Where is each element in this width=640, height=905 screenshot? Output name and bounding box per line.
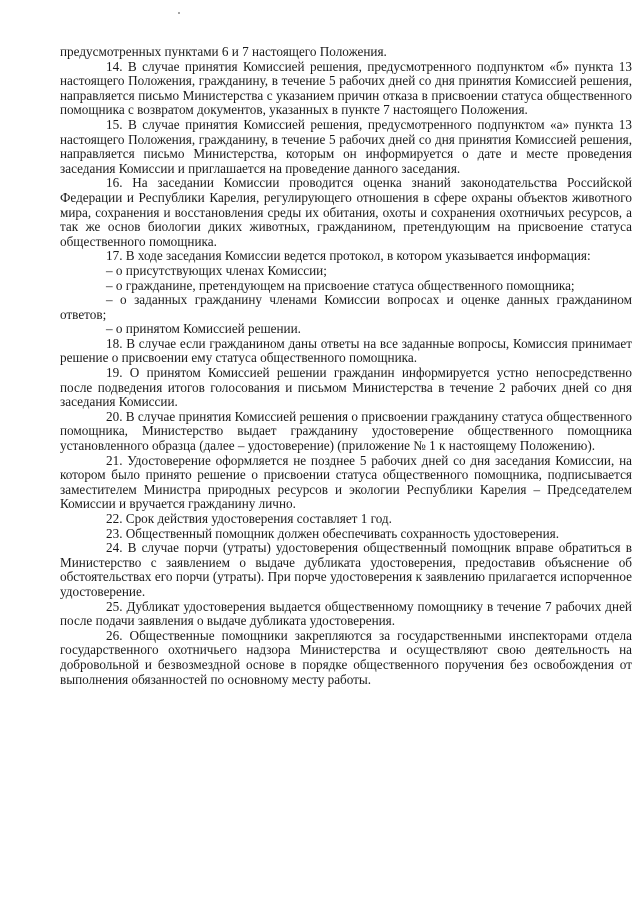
paragraph-14: 14. В случае принятия Комиссией решения, предусмотренного подпунктом «б» пункта 13 настоящего Положения, гражданину, в течение 5 рабочих дней со дня принятия Комиссией решения, направляется письмо Министерства с указанием причин отказа в присвоении статуса общественного помощника с возвратом документов, указанных в пункте 7 настоящего Положения.: [60, 58, 632, 118]
paragraph-23: 23. Общественный помощник должен обеспечивать сохранность удостоверения.: [106, 525, 560, 541]
paragraph-continuation: предусмотренных пунктами 6 и 7 настоящего Положения.: [60, 44, 387, 59]
list-item-citizen: – о гражданине, претендующем на присвоение статуса общественного помощника;: [106, 277, 575, 293]
list-item-questions: – о заданных гражданину членами Комиссии вопросах и оценке данных гражданином ответов;: [60, 292, 632, 322]
paragraph-26: 26. Общественные помощники закрепляются за государственными инспекторами отдела государственного охотничьего надзора Министерства и осуществляют свою деятельность на добровольной и безвозмездной основе в порядке общественного поручения без освобождения от выполнения обязанностей по основному месту работы.: [60, 627, 632, 687]
paragraph-25: 25. Дубликат удостоверения выдается общественному помощнику в течение 7 рабочих дней после подачи заявления о выдаче дубликата удостоверения.: [60, 598, 632, 629]
paragraph-21: 21. Удостоверение оформляется не позднее 5 рабочих дней со дня заседания Комиссии, на котором было принято решение о присвоении статуса общественного помощника, подписывается заместителем Министра природных ресурсов и экологии Республики Карелия – Председателем Комиссии и вручается гражданину лично.: [60, 452, 632, 512]
paragraph-19: 19. О принятом Комиссией решении гражданин информируется устно непосредственно после подведения итогов голосования и письмом Министерства в течение 2 рабочих дней со дня заседания Комиссии.: [60, 365, 632, 410]
paragraph-20: 20. В случае принятия Комиссией решения о присвоении гражданину статуса общественного помощника, Министерство выдает гражданину удостоверение общественного помощника установленного образца (далее – удостоверение) (приложение № 1 к настоящему Положению).: [60, 408, 632, 454]
paragraph-18: 18. В случае если гражданином даны ответы на все заданные вопросы, Комиссия принимает решение о присвоении ему статуса общественного помощника.: [60, 335, 632, 366]
paragraph-17: 17. В ходе заседания Комиссии ведется протокол, в котором указывается информация:: [106, 248, 591, 264]
document-body: [60, 45, 632, 687]
paragraph-15: 15. В случае принятия Комиссией решения, предусмотренного подпунктом «а» пункта 13 настоящего Положения, гражданину, в течение 5 рабочих дней со дня принятия Комиссией решения, направляется письмо Министерства, которым он информируется о дате и месте проведения заседания Комиссии и приглашается на проведение данного заседания.: [60, 116, 632, 176]
scan-speck: [178, 12, 180, 14]
list-item-members: – о присутствующих членах Комиссии;: [106, 262, 327, 278]
list-item-decision: – о принятом Комиссией решении.: [106, 321, 301, 337]
paragraph-22: 22. Срок действия удостоверения составляет 1 год.: [106, 511, 392, 526]
paragraph-16: 16. На заседании Комиссии проводится оценка знаний законодательства Российской Федерации и Республики Карелия, регулирующего отношения в сфере охраны объектов животного мира, сохранения и восстановления среды их обитания, охоты и сохранения охотничьих ресурсов, а так же основ биологии диких животных, гражданином, претендующим на присвоение статуса общественного помощника.: [60, 175, 632, 249]
paragraph-24: 24. В случае порчи (утраты) удостоверения общественный помощник вправе обратиться в Министерство с заявлением о выдаче дубликата удостоверения, предоставив объяснение об обстоятельствах его порчи (утраты). При порче удостоверения к заявлению прилагается испорченное удостоверение.: [60, 540, 632, 599]
